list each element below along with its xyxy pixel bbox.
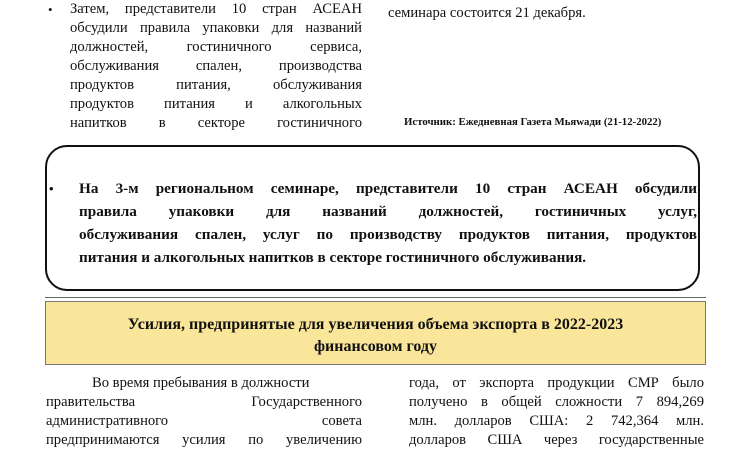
callout-line: правила упаковки для названий должностей, гостиничных услуг, <box>79 203 697 220</box>
text-line: продуктов питания, обслуживания <box>70 77 362 93</box>
section-heading-banner <box>45 301 706 365</box>
text-line: административного совета <box>46 413 362 429</box>
seminar-date-text: семинара состоится 21 декабря. <box>388 5 586 21</box>
text-line: Затем, представители 10 стран АСЕАН <box>70 1 362 17</box>
text-line: Во время пребывания в должности <box>92 375 310 391</box>
section-divider <box>45 297 706 298</box>
text-line: должностей, гостиничного сервиса, <box>70 39 362 55</box>
top-left-column <box>46 0 362 133</box>
callout-line: питания и алкогольных напитков в секторе гостиничного обслуживания. <box>79 249 587 266</box>
top-right-column <box>388 4 708 23</box>
text-line: напитков в секторе гостиничного <box>70 115 362 131</box>
bottom-right-column <box>409 374 704 450</box>
bullet-paragraph <box>46 0 362 133</box>
section-title-line: финансовом году <box>313 338 438 355</box>
bullet-icon: • <box>49 181 54 196</box>
text-line: правительства Государственного <box>46 394 362 410</box>
section-title <box>46 314 705 358</box>
text-line: продуктов питания и алкогольных <box>70 96 362 112</box>
text-line: обслуживания спален, производства <box>70 58 362 74</box>
callout-paragraph <box>49 177 697 269</box>
bullet-icon: • <box>48 2 53 17</box>
text-line: получено в общей сложности 7 894,269 <box>409 394 704 410</box>
bottom-left-column <box>46 374 362 450</box>
callout-line: На 3-м региональном семинаре, представители 10 стран АСЕАН обсудили <box>79 180 697 197</box>
text-line: года, от экспорта продукции СМР было <box>409 375 704 391</box>
callout-line: обслуживания спален, услуг по производству продуктов питания, продуктов <box>79 226 697 243</box>
highlight-callout-box <box>45 145 700 291</box>
text-line: долларов США через государственные <box>409 432 704 448</box>
text-line: предпринимаются усилия по увеличению <box>46 432 362 448</box>
text-line: млн. долларов США: 2 742,364 млн. <box>409 413 704 429</box>
source-citation: Источник: Ежедневная Газета Мьяwади (21-12-2022) <box>404 116 662 128</box>
text-line: обсудили правила упаковки для названий <box>70 20 362 36</box>
section-title-line: Усилия, предпринятые для увеличения объема экспорта в 2022-2023 <box>127 316 624 333</box>
